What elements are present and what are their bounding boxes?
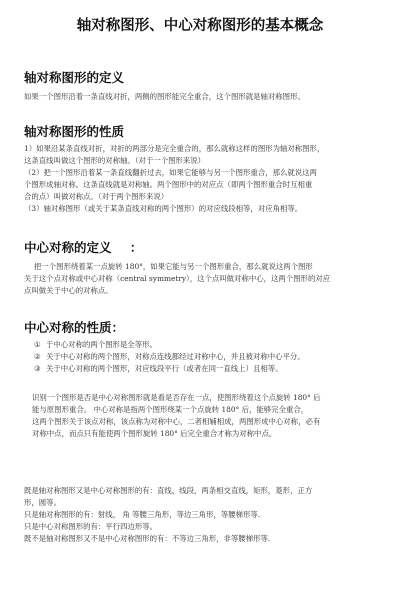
summary-line: 既是轴对称图形又是中心对称图形的有：直线，线段，两条相交直线，矩形，菱形，正方	[24, 486, 313, 495]
section-heading-axial-properties: 轴对称图形的性质	[24, 124, 125, 139]
section-heading-central-definition	[24, 238, 142, 256]
list-item-text: 关于中心对称的两个图形，对称点连线都经过对称中心，并且被对称中心平分。	[46, 352, 305, 361]
paragraph-line: 个图形成轴对称。这条直线就是对称轴。两个图形中的对应点（即两个图形重合时互相重	[24, 180, 313, 189]
summary-line: 只是中心对称图形的有：平行四边形等。	[24, 522, 158, 531]
list-item	[34, 339, 374, 351]
section-heading-axial-definition: 轴对称图形的定义	[24, 70, 125, 85]
summary-line: 只是轴对称图形的有：射线， 角 等腰三角形，等边三角形，等腰梯形等.	[24, 510, 261, 519]
paragraph-line: （2）把一个图形沿着某一条直线翻折过去，如果它能够与另一个图形重合，那么就说这两	[24, 168, 317, 177]
paragraph-line: 这条直线叫做这个图形的对称轴。（对于一个图形来说）	[24, 156, 206, 165]
list-item	[34, 351, 374, 363]
summary-line: 形，圆等。	[24, 498, 61, 507]
list-item-text: 关于中心对称的两个图形，对应线段平行（或者在同一直线上）且相等。	[46, 364, 283, 373]
list-marker: ③	[34, 364, 41, 373]
paragraph-line: 关于这个点对称或中心对称（central symmetry），这个点叫做对称中心，这两个图形的对应	[24, 274, 331, 283]
paragraph-line: 把一个图形绕着某一点旋转 180°，如果它能与另一个图形重合，那么就说这两个图形	[34, 262, 313, 271]
summary-paragraph	[24, 485, 376, 545]
paragraph-line: 1）如果沿某条直线对折，对折的两部分是完全重合的，那么就称这样的图形为轴对称图形，	[24, 144, 325, 153]
section-body-central-definition	[24, 261, 376, 297]
paragraph-line: 点叫做关于中心的对称点。	[24, 286, 113, 295]
heading-text: 中心对称的定义	[24, 240, 112, 255]
central-identification-paragraph	[32, 392, 376, 440]
summary-line: 既不是轴对称图形又不是中心对称图形的有：不等边三角形，非等腰梯形等.	[24, 534, 271, 543]
paragraph-line: 这两个图形关于该点对称，该点称为对称中心，二者相辅相成，两图形成中心对称，必有	[32, 417, 321, 426]
heading-colon: ：	[129, 240, 143, 255]
section-body-axial-definition	[24, 91, 376, 103]
property-list	[34, 339, 374, 375]
paragraph-line: 能与原图形重合。 中心对称是指两个图形绕某一个点旋转 180° 后，能够完全重合，	[32, 405, 309, 414]
paragraph-line: （3）轴对称图形（或关于某条直线对称的两个图形）的对应线段相等，对应角相等。	[24, 204, 303, 213]
page-title: 轴对称图形、中心对称图形的基本概念	[76, 17, 324, 34]
section-heading-central-properties: 中心对称的性质：	[24, 320, 125, 335]
list-item-text: 于中心对称的两个图形是全等形。	[46, 340, 157, 349]
paragraph-line: 如果一个图形沿着一条直线对折，两侧的图形能完全重合，这个图形就是轴对称图形。	[24, 92, 305, 101]
list-marker: ②	[34, 352, 41, 361]
section-body-axial-properties	[24, 143, 376, 215]
paragraph-line: 识别一个图形是否是中心对称图形就是看是否存在一点，使图形绕着这个点旋转 180° 后	[32, 393, 321, 402]
paragraph-line: 对称中点，而点只有能使两个图形旋转 180° 后完全重合才称为对称中点。	[32, 429, 277, 438]
list-item	[34, 363, 374, 375]
paragraph-line: 合的点）叫做对称点。（对于两个图形来说）	[24, 192, 169, 201]
list-marker: ①	[34, 340, 41, 349]
